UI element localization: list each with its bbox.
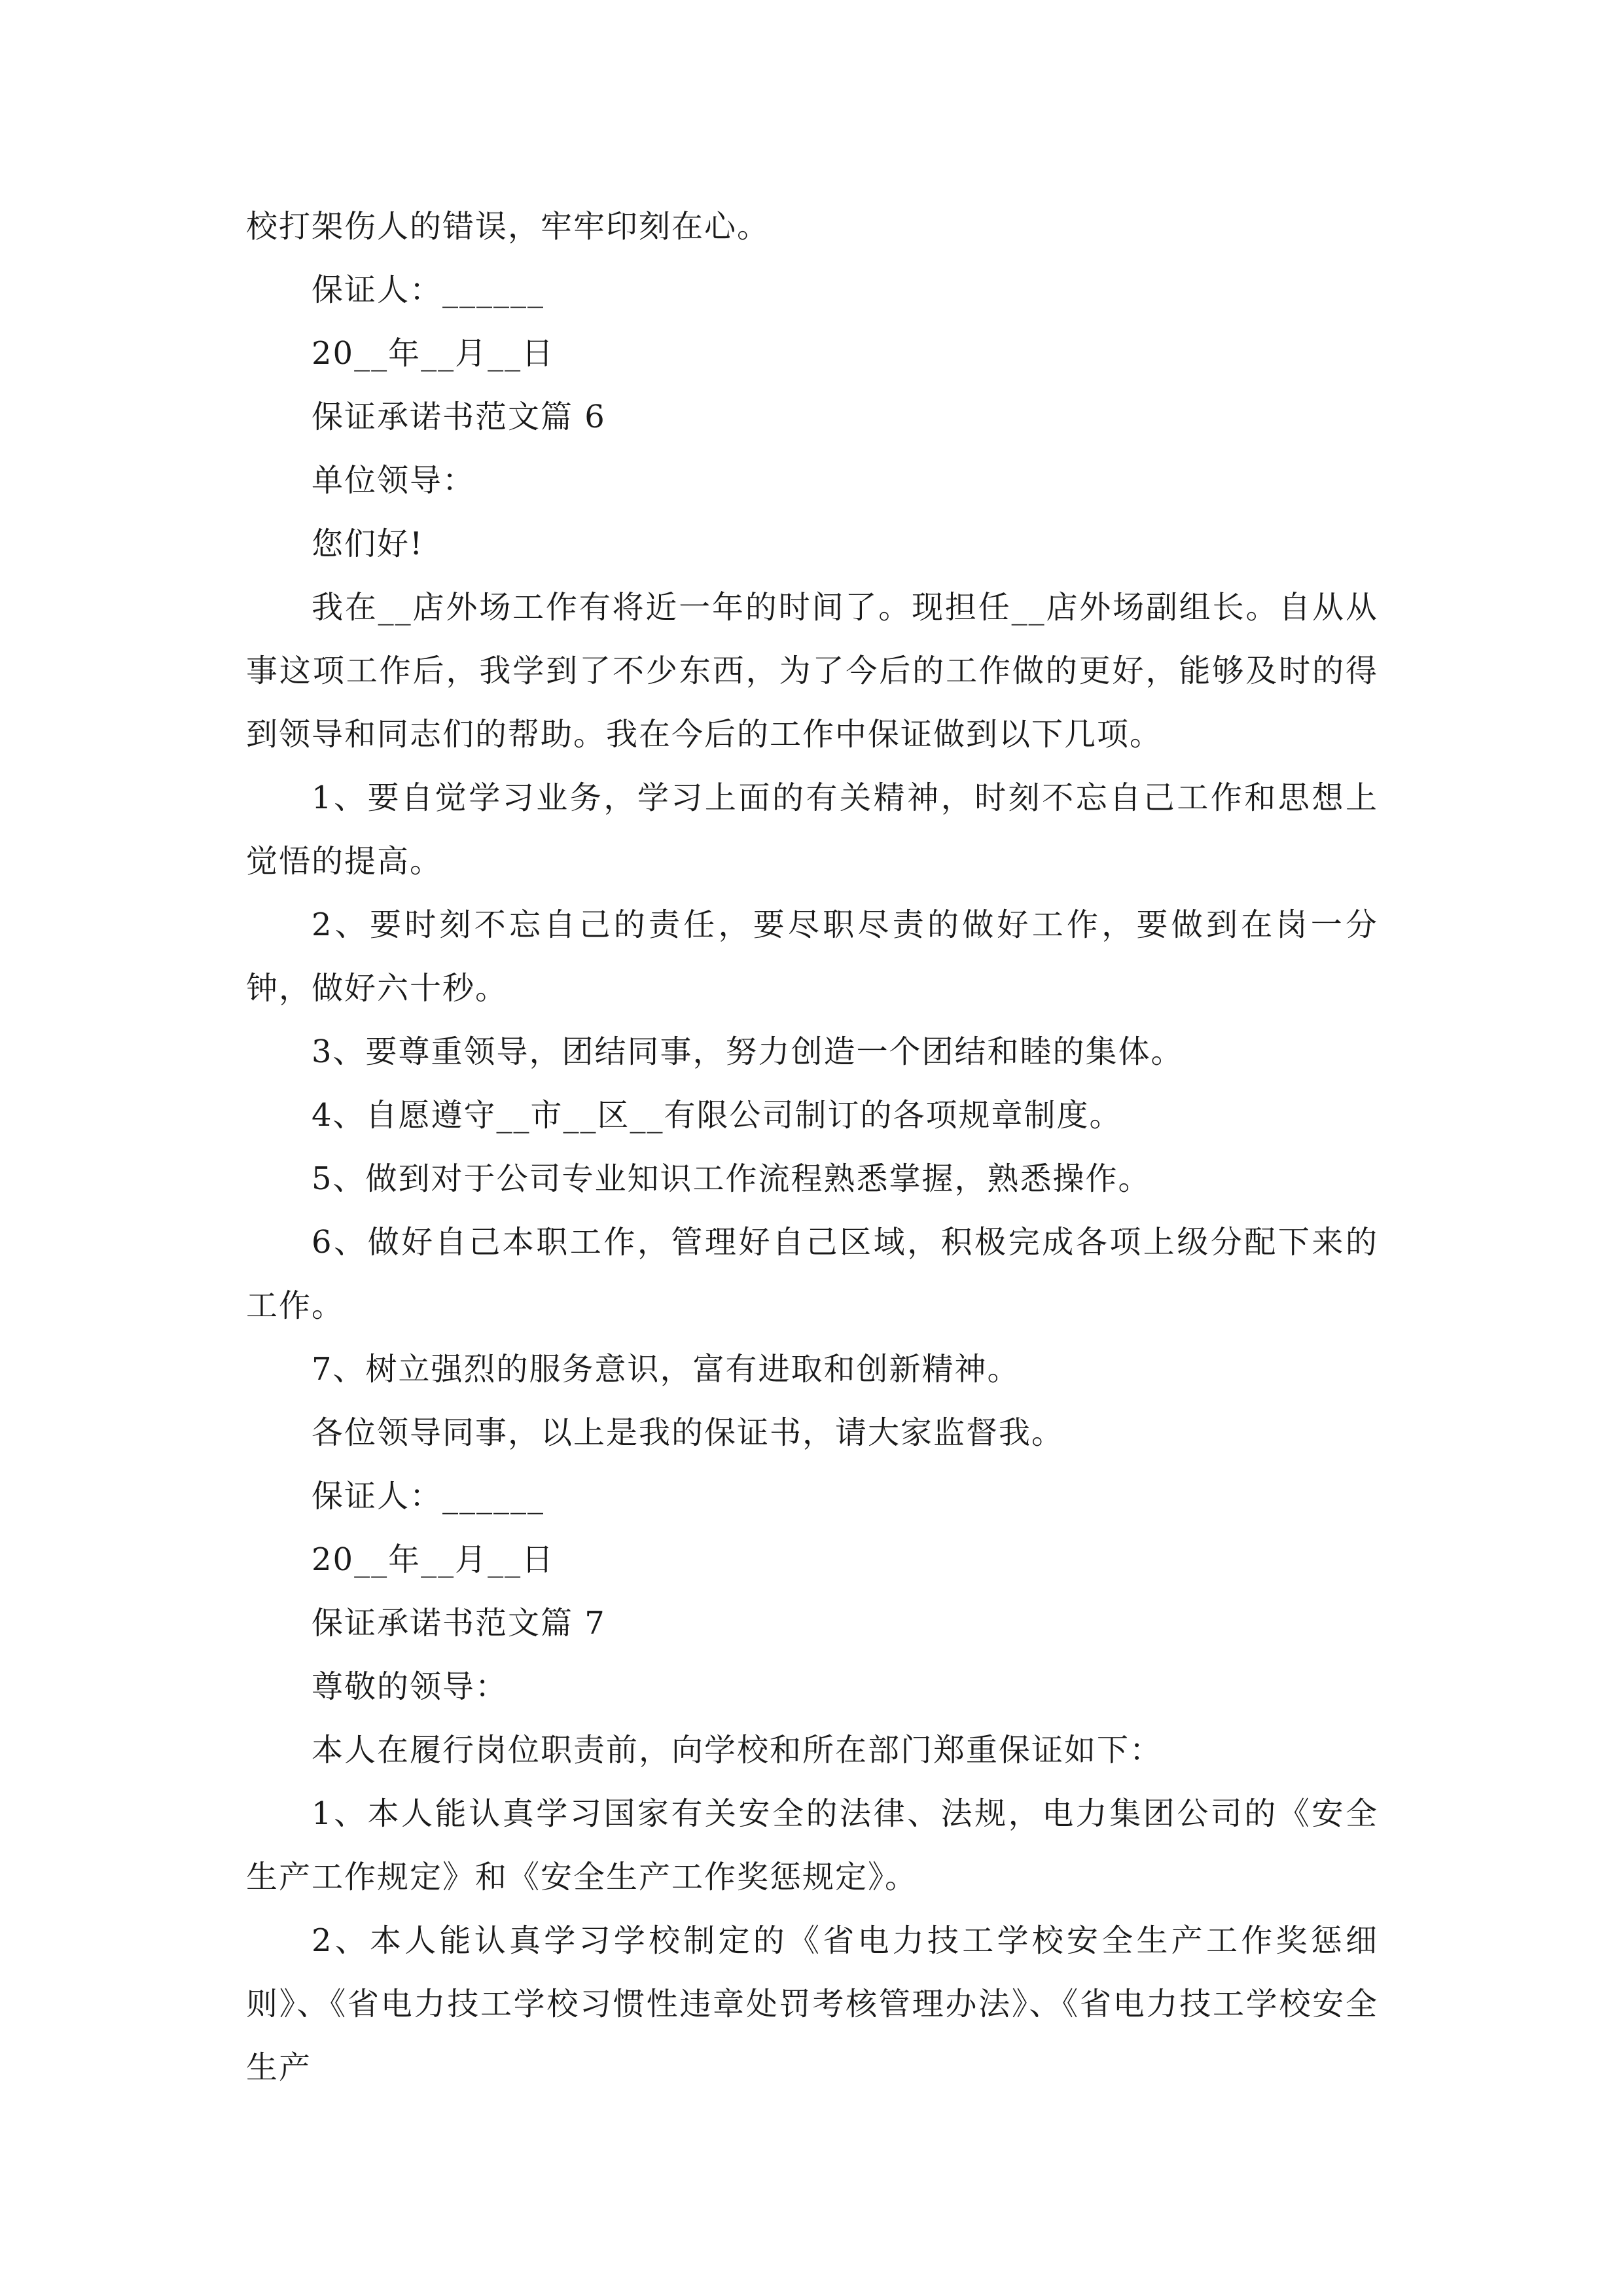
list-item: 4、自愿遵守__市__区__有限公司制订的各项规章制度。 xyxy=(312,1097,1122,1134)
list-item: 5、做到对于公司专业知识工作流程熟悉掌握，熟悉操作。 xyxy=(312,1160,1151,1197)
salutation: 尊敬的领导： xyxy=(312,1668,508,1705)
section-heading: 保证承诺书范文篇 6 xyxy=(312,399,606,435)
list-item: 2、要时刻不忘自己的责任，要尽职尽责的做好工作，要做到在岗一分钟，做好六十秒。 xyxy=(246,906,1378,1007)
paragraph: 校打架伤人的错误，牢牢印刻在心。 xyxy=(246,208,770,245)
list-item: 2、本人能认真学习学校制定的《省电力技工学校安全生产工作奖惩细则》、《省电力技工学校习惯性违章处罚考核管理办法》、《省电力技工学校安全生产 xyxy=(246,1922,1378,2086)
list-item: 1、本人能认真学习国家有关安全的法律、法规，电力集团公司的《安全生产工作规定》和《安全生产工作奖惩规定》。 xyxy=(246,1795,1378,1895)
list-item: 7、树立强烈的服务意识，富有进取和创新精神。 xyxy=(312,1351,1020,1388)
salutation: 单位领导： xyxy=(312,462,476,499)
greeting: 您们好! xyxy=(312,526,424,562)
guarantor-signature-line: 保证人：______ xyxy=(312,1478,545,1515)
date-line: 20__年__月__日 xyxy=(312,335,555,372)
paragraph: 我在__店外场工作有将近一年的时间了。现担任__店外场副组长。自从从事这项工作后，我学到了不少东西，为了今后的工作做的更好，能够及时的得到领导和同志们的帮助。我在今后的工作中保证做到以下几项。 xyxy=(246,589,1378,753)
document-body xyxy=(246,195,1378,2100)
date-line: 20__年__月__日 xyxy=(312,1541,555,1578)
paragraph: 各位领导同事，以上是我的保证书，请大家监督我。 xyxy=(312,1414,1065,1451)
list-item: 1、要自觉学习业务，学习上面的有关精神，时刻不忘自己工作和思想上觉悟的提高。 xyxy=(246,780,1378,880)
paragraph: 本人在履行岗位职责前，向学校和所在部门郑重保证如下： xyxy=(312,1732,1163,1768)
section-heading: 保证承诺书范文篇 7 xyxy=(312,1605,606,1641)
list-item: 6、做好自己本职工作，管理好自己区域，积极完成各项上级分配下来的工作。 xyxy=(246,1224,1378,1324)
list-item: 3、要尊重领导，团结同事，努力创造一个团结和睦的集体。 xyxy=(312,1033,1184,1070)
guarantor-signature-line: 保证人：______ xyxy=(312,272,545,308)
